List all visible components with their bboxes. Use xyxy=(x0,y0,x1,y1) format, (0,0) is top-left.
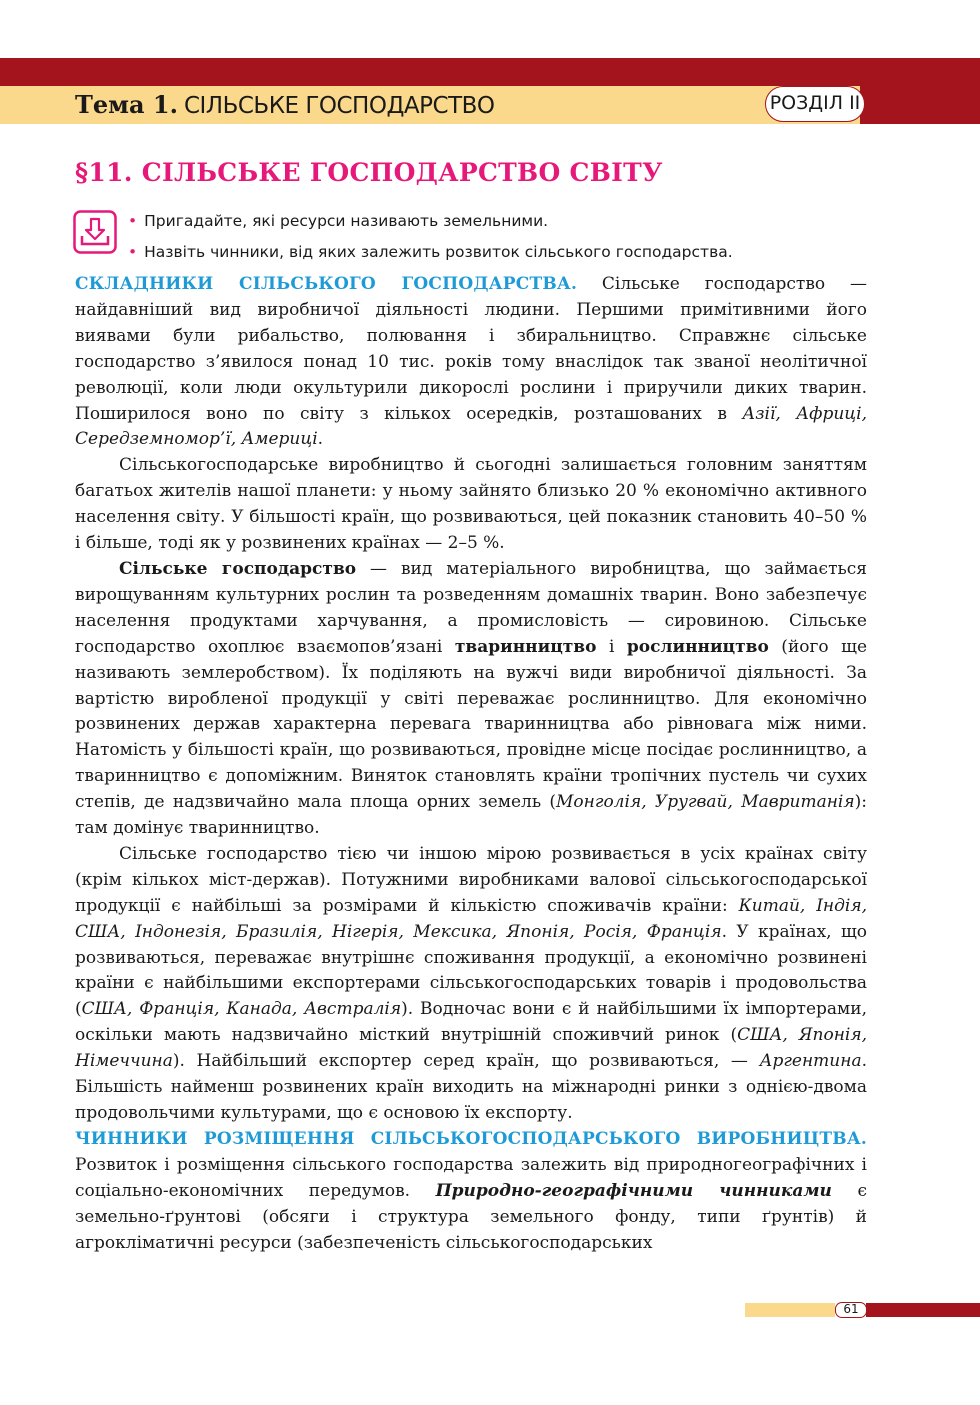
key-term: Сільське господарство xyxy=(119,558,357,579)
bullet-dot-icon: • xyxy=(128,212,138,230)
bullet-dot-icon: • xyxy=(128,243,138,261)
places-list: Китай, Індія, США, Індонезія, Бразилія, Нігерія, Мексика, Японія, Росія, Франція xyxy=(75,895,868,942)
page-number: 61 xyxy=(835,1302,867,1318)
section-badge: РОЗДІЛ ІІ xyxy=(765,86,865,122)
top-red-stripe xyxy=(0,58,980,86)
paragraph-components: СКЛАДНИКИ СІЛЬСЬКОГО ГОСПОДАРСТВА. Сільське господарство — найдавніший вид виробничої діяльності людини. Першими примітивними його виявами були рибальство, полювання і збиральництво. Справжнє сільське господарство з’явилося понад 10 тис. років тому внаслідок так званої неолітичної революції, коли люди окультурили дикорослі рослини і приручили диких тварин. Поширилося воно по світу з кількох осередків, розташованих в Азії, Африці, Середземномор’ї, Америці. xyxy=(75,274,867,450)
topic-name: СІЛЬСЬКЕ ГОСПОДАРСТВО xyxy=(183,93,495,119)
places-list: Монголія, Уругвай, Мавританія xyxy=(556,792,855,813)
recall-item: • Пригадайте, які ресурси називають земельними. xyxy=(128,212,549,230)
footer-red-stripe xyxy=(866,1303,980,1317)
section-heading: ЧИННИКИ РОЗМІЩЕННЯ СІЛЬСЬКОГОСПОДАРСЬКОГО ВИРОБНИЦТВА. xyxy=(75,1128,867,1149)
recall-list xyxy=(128,206,733,268)
recall-item: • Назвіть чинники, від яких залежить розвиток сільського господарства. xyxy=(128,243,733,261)
download-tray-icon xyxy=(73,210,117,254)
topic-heading xyxy=(75,88,495,123)
topic-label: Тема 1. xyxy=(75,90,178,119)
paragraph-producers: Сільське господарство тією чи іншою мірою розвивається в усіх країнах світу (крім кількох міст-держав). Потужними виробниками валової сільськогосподарської продукції є найбільші за розмірами й кількістю споживачів країни: Китай, Індія, США, Індонезія, Бразилія, Нігерія, Мексика, Японія, Росія, Франція. У країнах, що розвиваються, переважає внутрішнє споживання продукції, а економічно розвинені країни є найбільшими експортерами сільськогосподарських товарів і продовольства (США, Франція, Канада, Австралія). Водночас вони є й найбільшими їх імпортерами, оскільки мають надзвичайно місткий внутрішній споживчий ринок (США, Японія, Німеччина). Найбільший експортер серед країн, що розвиваються, — Аргентина. Більшість найменш розвинених країн виходить на міжнародні ринки з однією-двома продовольчими культурами, що є основою їх експорту. xyxy=(75,843,868,1123)
places-list: США, Японія, Німеччина xyxy=(75,1025,867,1072)
places-list: Аргентина xyxy=(759,1051,862,1072)
section-heading: СКЛАДНИКИ СІЛЬСЬКОГО ГОСПОДАРСТВА. xyxy=(75,274,578,294)
paragraph-title: §11. СІЛЬСЬКЕ ГОСПОДАРСТВО СВІТУ xyxy=(75,158,663,187)
places-list: США, Франція, Канада, Австралія xyxy=(81,999,402,1020)
key-term: тваринництво xyxy=(454,636,597,657)
footer-yellow-stripe xyxy=(745,1303,835,1317)
paragraph-factors: ЧИННИКИ РОЗМІЩЕННЯ СІЛЬСЬКОГОСПОДАРСЬКОГО ВИРОБНИЦТВА. Розвиток і розміщення сільського господарства залежить від природногеографічних і соціально-економічних передумов. Природно-географічними чинниками є земельно-ґрунтові (обсяги і структура земельного фонду, типи ґрунтів) й агрокліматичні ресурси (забезпеченість сільськогосподарських xyxy=(75,1128,867,1253)
header-red-tail xyxy=(860,86,980,124)
paragraph-definition: Сільське господарство — вид матеріального виробництва, що займається вирощуванням культурних рослин та розведенням домашніх тварин. Воно забезпечує населення продуктами харчування, а промисловість — сировиною. Сільське господарство охоплює взаємопов’язані тваринництво і рослинництво (його ще називають землеробством). Їх поділяють на вужчі види виробничої діяльності. За вартістю виробленої продукції у світі переважає рослинництво. Для економічно розвинених держав характерна перевага тваринництва або рівновага між ними. Натомість у більшості країн, що розвиваються, провідне місце посідає рослинництво, а тваринництво є допоміжним. Виняток становлять країни тропічних пустель чи сухих степів, де надзвичайно мала площа орних земель (Монголія, Уругвай, Мавританія): там домінує тваринництво. xyxy=(75,558,868,839)
key-term: Природно-географічними чинниками xyxy=(435,1180,832,1201)
places-list: Азії, Африці, Середземномор’ї, Америці xyxy=(75,403,867,450)
main-text xyxy=(75,272,867,1256)
paragraph-employment: Сільськогосподарське виробництво й сьогодні залишається головним заняттям багатьох жителів нашої планети: у ньому зайнято близько 20 % економічно активного населення світу. У більшості країн, що розвиваються, цей показник становить 40–50 % і більше, тоді як у розвинених країнах — 2–5 %. xyxy=(75,455,867,554)
key-term: рослинництво xyxy=(626,636,769,657)
